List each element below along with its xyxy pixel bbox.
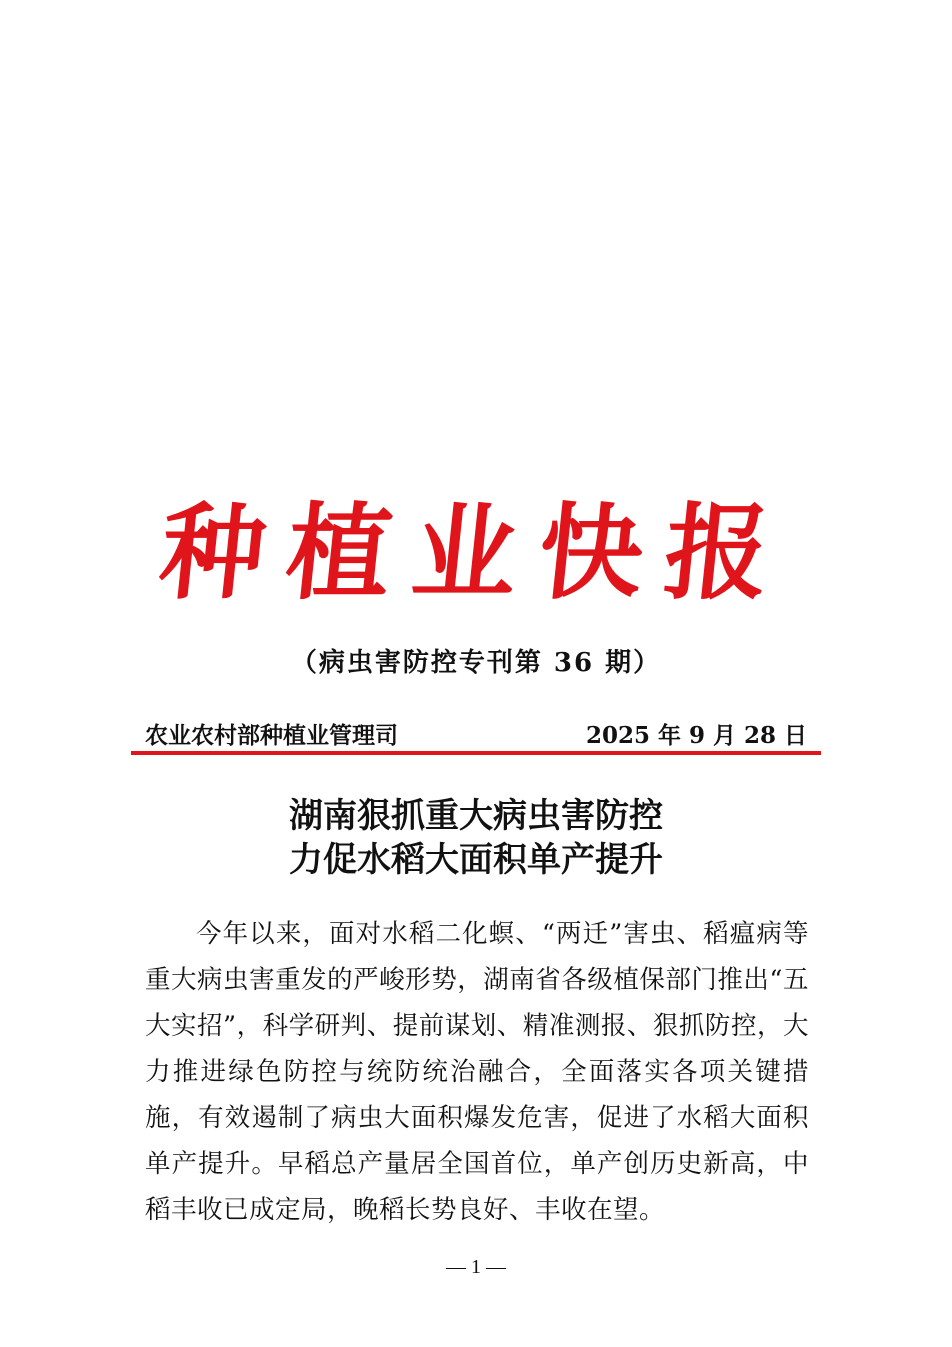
publish-date: 2025 年 9 月 28 日 — [585, 722, 807, 749]
masthead-title: 种植业快报 — [154, 491, 798, 614]
page-number: — 1 — — [446, 1256, 506, 1278]
article-title-line2: 力促水稻大面积单产提升 — [289, 840, 663, 880]
article-title-line1: 湖南狠抓重大病虫害防控 — [289, 796, 663, 836]
issue-subtitle: （病虫害防控专刊第 36 期） — [290, 648, 662, 678]
publisher-org: 农业农村部种植业管理司 — [145, 722, 398, 749]
article-title — [130, 794, 822, 882]
header-divider — [131, 751, 821, 755]
publisher-row — [145, 719, 807, 753]
article-paragraph: 今年以来，面对水稻二化螟、“两迁”害虫、稻瘟病等重大病虫害重发的严峻形势，湖南省各级植保部门推出“五大实招”，科学研判、提前谋划、精准测报、狠抓防控，大力推进绿色防控与统防统治融合，全面落实各项关键措施，有效遏制了病虫大面积爆发危害，促进了水稻大面积单产提升。早稻总产量居全国首位，单产创历史新高，中稻丰收已成定局，晚稻长势良好、丰收在望。 — [145, 919, 809, 1225]
